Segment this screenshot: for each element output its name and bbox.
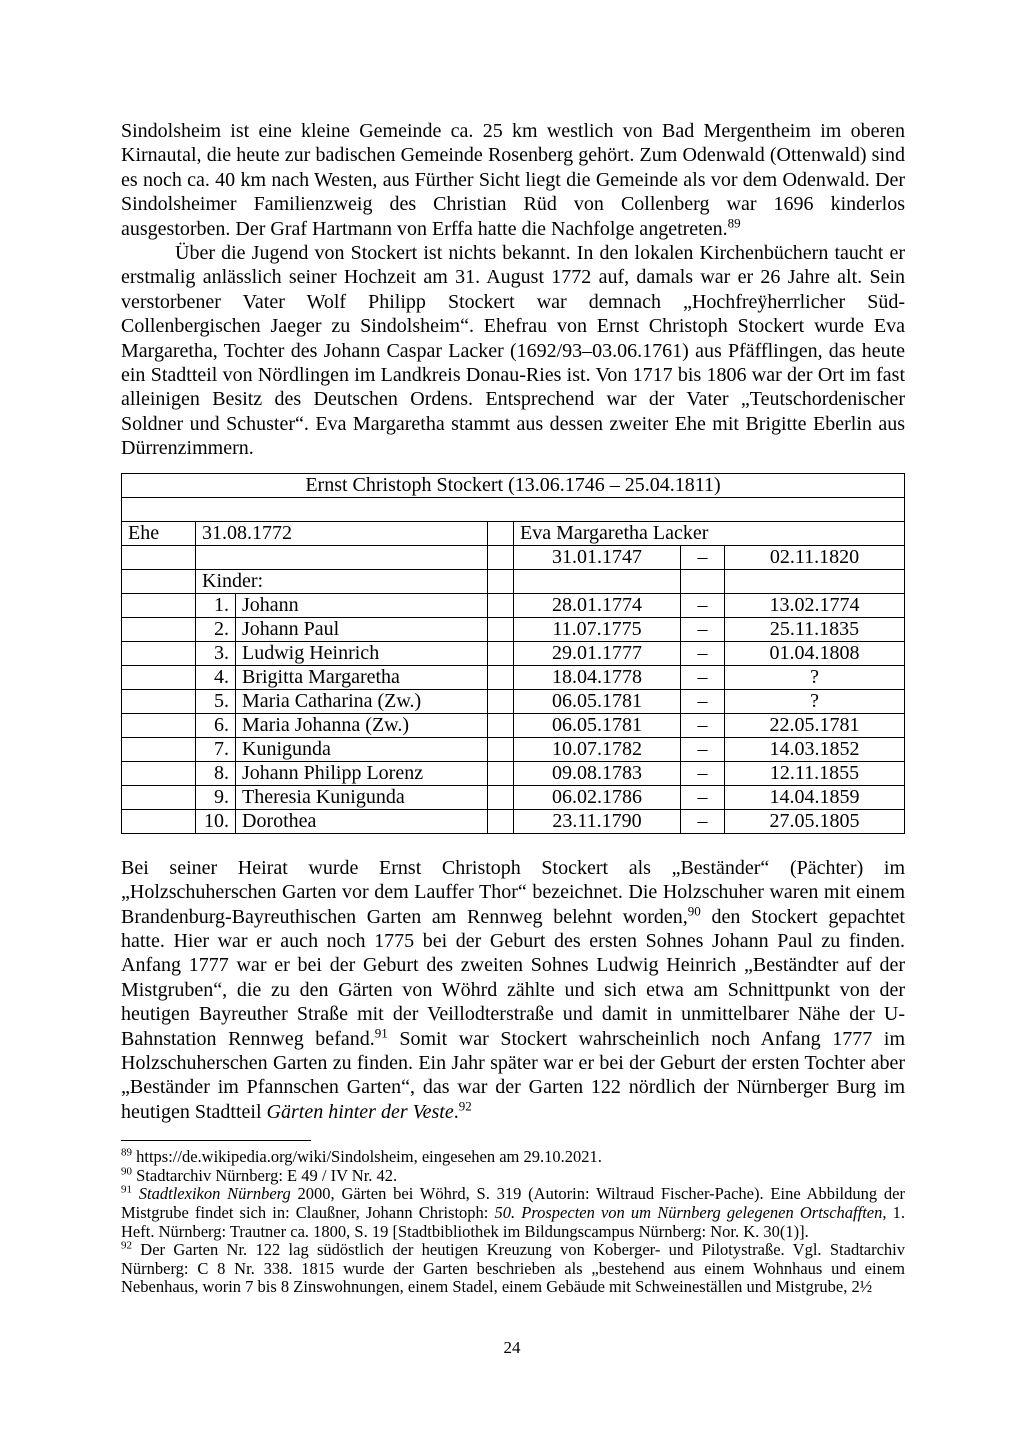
- child-row: [122, 737, 905, 761]
- child-number: 4.: [196, 665, 236, 689]
- empty-cell: [122, 641, 196, 665]
- date-dash: –: [681, 641, 725, 665]
- child-number: 7.: [196, 737, 236, 761]
- footnote-text: https://de.wikipedia.org/wiki/Sindolsheim, eingesehen am 29.10.2021.: [132, 1147, 602, 1167]
- paragraph-text: Bei seiner Heirat wurde Ernst Christoph Stockert als „Beständer“ (Pächter) im „Holzschuherschen Garten vor dem Lauffer Thor“ bezeichnet. Die Holzschuher waren mit einem Brandenburg-Bayreuthischen Garten am Rennweg belehnt worden,: [121, 856, 905, 928]
- empty-cell: [488, 593, 514, 617]
- child-number: 1.: [196, 593, 236, 617]
- footnote-ref-89: 89: [727, 214, 741, 230]
- child-number: 8.: [196, 761, 236, 785]
- child-number: 10.: [196, 809, 236, 833]
- empty-cell: [122, 761, 196, 785]
- footnote-ref-90: 90: [687, 902, 701, 918]
- child-death: 14.04.1859: [725, 785, 905, 809]
- empty-cell: [681, 569, 725, 593]
- empty-cell: [488, 713, 514, 737]
- page-number: 24: [503, 1338, 521, 1357]
- empty-cell: [196, 545, 488, 569]
- footnote-91: [121, 1185, 905, 1241]
- empty-cell: [122, 665, 196, 689]
- child-birth: 18.04.1778: [514, 665, 681, 689]
- child-birth: 06.05.1781: [514, 689, 681, 713]
- child-number: 9.: [196, 785, 236, 809]
- date-dash: –: [681, 785, 725, 809]
- table-spacer-row: [122, 497, 905, 521]
- paragraph-text: Sindolsheim ist eine kleine Gemeinde ca. 25 km westlich von Bad Mergentheim im oberen Kirnautal, die heute zur badischen Gemeinde Rosenberg gehört. Zum Odenwald (Ottenwald) sind es noch ca. 40 km nach Westen, aus Fürther Sicht liegt die Gemeinde als vor dem Odenwald. Der Sindolsheimer Familienzweig des Christian Rüd von Collenberg war 1696 kinderlos ausgestorben. Der Graf Hartmann von Erffa hatte die Nachfolge angetreten.: [121, 120, 905, 240]
- empty-cell: [725, 569, 905, 593]
- child-number: 2.: [196, 617, 236, 641]
- paragraph-3: [121, 856, 905, 1124]
- paragraph-2: [121, 241, 905, 461]
- empty-cell: [488, 545, 514, 569]
- empty-cell: [122, 689, 196, 713]
- date-dash: –: [681, 737, 725, 761]
- empty-cell: [122, 497, 905, 521]
- empty-cell: [488, 689, 514, 713]
- empty-cell: [514, 569, 681, 593]
- empty-cell: [488, 785, 514, 809]
- child-birth: 10.07.1782: [514, 737, 681, 761]
- empty-cell: [122, 809, 196, 833]
- spouse-name: Eva Margaretha Lacker: [514, 521, 905, 545]
- child-number: 5.: [196, 689, 236, 713]
- empty-cell: [122, 593, 196, 617]
- child-death: 27.05.1805: [725, 809, 905, 833]
- child-death: 12.11.1855: [725, 761, 905, 785]
- spouse-death: 02.11.1820: [725, 545, 905, 569]
- child-name: Johann Paul: [236, 617, 488, 641]
- italic-source-title: Stadtlexikon Nürnberg: [132, 1184, 291, 1204]
- children-label: Kinder:: [196, 569, 488, 593]
- child-row: [122, 617, 905, 641]
- child-name: Theresia Kunigunda: [236, 785, 488, 809]
- child-death: 25.11.1835: [725, 617, 905, 641]
- date-dash: –: [681, 617, 725, 641]
- child-row: [122, 689, 905, 713]
- empty-cell: [488, 641, 514, 665]
- genealogy-table: [121, 473, 905, 834]
- child-birth: 06.02.1786: [514, 785, 681, 809]
- child-name: Dorothea: [236, 809, 488, 833]
- child-death: 01.04.1808: [725, 641, 905, 665]
- date-dash: –: [681, 545, 725, 569]
- italic-title: Gärten hinter der Veste: [266, 1100, 454, 1123]
- footnote-90: [121, 1167, 905, 1186]
- paragraph-1: [121, 119, 905, 241]
- empty-cell: [488, 521, 514, 545]
- text-column: [121, 119, 905, 1297]
- footnote-number: 90: [121, 1165, 132, 1178]
- child-death: 13.02.1774: [725, 593, 905, 617]
- empty-cell: [122, 713, 196, 737]
- footnote-text: 2000, Gärten bei Wöhrd, S. 319 (Autorin: Wiltraud Fischer-Pache). Eine Abbildung der Mistgrube findet sich in: Claußner, Johann Christoph:: [121, 1184, 905, 1222]
- empty-cell: [488, 569, 514, 593]
- marriage-date: 31.08.1772: [196, 521, 488, 545]
- empty-cell: [488, 809, 514, 833]
- child-row: [122, 665, 905, 689]
- empty-cell: [488, 737, 514, 761]
- empty-cell: [488, 761, 514, 785]
- date-dash: –: [681, 761, 725, 785]
- marriage-row: [122, 521, 905, 545]
- empty-cell: [122, 569, 196, 593]
- spouse-birth: 31.01.1747: [514, 545, 681, 569]
- child-death: 14.03.1852: [725, 737, 905, 761]
- date-dash: –: [681, 665, 725, 689]
- footnote-text: Stadtarchiv Nürnberg: E 49 / IV Nr. 42.: [132, 1165, 398, 1185]
- child-name: Johann: [236, 593, 488, 617]
- table-title-row: [122, 473, 905, 497]
- child-row: [122, 713, 905, 737]
- date-dash: –: [681, 593, 725, 617]
- child-name: Maria Johanna (Zw.): [236, 713, 488, 737]
- child-number: 6.: [196, 713, 236, 737]
- child-row: [122, 761, 905, 785]
- spouse-dates-row: [122, 545, 905, 569]
- empty-cell: [122, 617, 196, 641]
- empty-cell: [488, 617, 514, 641]
- child-name: Ludwig Heinrich: [236, 641, 488, 665]
- empty-cell: [122, 737, 196, 761]
- child-name: Kunigunda: [236, 737, 488, 761]
- footnote-number: 91: [121, 1183, 132, 1196]
- footnote-number: 92: [121, 1239, 132, 1252]
- child-row: [122, 785, 905, 809]
- child-row: [122, 641, 905, 665]
- child-death: ?: [725, 689, 905, 713]
- children-header-row: [122, 569, 905, 593]
- empty-cell: [122, 545, 196, 569]
- marriage-label: Ehe: [122, 521, 196, 545]
- child-birth: 09.08.1783: [514, 761, 681, 785]
- child-birth: 11.07.1775: [514, 617, 681, 641]
- child-number: 3.: [196, 641, 236, 665]
- italic-source-title: 50. Prospecten von um Nürnberg gelegenen Ortschafften: [494, 1202, 883, 1222]
- empty-cell: [122, 785, 196, 809]
- paragraph-text: Über die Jugend von Stockert ist nichts bekannt. In den lokalen Kirchenbüchern taucht er erstmalig anlässlich seiner Hochzeit am 31. August 1772 auf, damals war er 26 Jahre alt. Sein verstorbener Vater Wolf Philipp Stockert war demnach „Hochfreÿherrlicher Süd-Collenbergischen Jaeger zu Sindolsheim“. Ehefrau von Ernst Christoph Stockert wurde Eva Margaretha, Tochter des Johann Caspar Lacker (1692/93–03.06.1761) aus Pfäfflingen, das heute ein Stadtteil von Nördlingen im Landkreis Donau-Ries ist. Von 1717 bis 1806 war der Ort im fast alleinigen Besitz des Deutschen Ordens. Entsprechend war der Vater „Teutschordenischer Soldner und Schuster“. Eva Margaretha stammt aus dessen zweiter Ehe mit Brigitte Eberlin aus Dürrenzimmern.: [121, 242, 905, 460]
- footnote-text: , 1. Heft. Nürnberg: Trautner ca. 1800, S. 19 [Stadtbibliothek im Bildungscampus Nürnberg: Nor. K. 30(1)].: [121, 1202, 905, 1241]
- child-birth: 06.05.1781: [514, 713, 681, 737]
- child-name: Johann Philipp Lorenz: [236, 761, 488, 785]
- paragraph-text: .: [453, 1100, 459, 1123]
- child-row: [122, 593, 905, 617]
- empty-cell: [488, 665, 514, 689]
- footnote-number: 89: [121, 1146, 132, 1159]
- date-dash: –: [681, 809, 725, 833]
- child-birth: 28.01.1774: [514, 593, 681, 617]
- paragraph-text: den Stockert gepachtet hatte. Hier war er auch noch 1775 bei der Geburt des ersten Sohnes Johann Paul zu finden. Anfang 1777 war er bei der Geburt des zweiten Sohnes Ludwig Heinrich „Beständter auf der Mistgruben“, die zu den Gärten von Wöhrd zählte und sich etwa am Schnittpunkt von der heutigen Bayreuther Straße mit der Veillodterstraße und damit in unmittelbarer Nähe der U-Bahnstation Rennweg befand.: [121, 905, 905, 1050]
- table-title: Ernst Christoph Stockert (13.06.1746 – 25.04.1811): [122, 473, 905, 497]
- paragraph-text: Somit war Stockert wahrscheinlich noch Anfang 1777 im Holzschuherschen Garten zu finden. Ein Jahr später war er bei der Geburt der ersten Tochter aber „Beständer im Pfannschen Garten“, das war der Garten 122 nördlich der Nürnberger Burg im heutigen Stadtteil: [121, 1027, 906, 1123]
- footnote-separator: [121, 1140, 311, 1141]
- footnote-text: Der Garten Nr. 122 lag südöstlich der heutigen Kreuzung von Koberger- und Pilotystraße. Vgl. Stadtarchiv Nürnberg: C 8 Nr. 338. 1815 wurde der Garten beschrieben als „bestehend aus einem Wohnhaus und einem Nebenhaus, worin 7 bis 8 Zinswohnungen, einem Stadel, einem Gebäude mit Schweineställen und Mistgrube, 2½: [121, 1240, 905, 1297]
- child-death: 22.05.1781: [725, 713, 905, 737]
- footnote-92: [121, 1241, 905, 1297]
- child-row: [122, 809, 905, 833]
- child-birth: 23.11.1790: [514, 809, 681, 833]
- date-dash: –: [681, 713, 725, 737]
- footnote-ref-91: 91: [374, 1024, 388, 1040]
- child-name: Brigitta Margaretha: [236, 665, 488, 689]
- footnote-ref-92: 92: [458, 1098, 472, 1114]
- child-death: ?: [725, 665, 905, 689]
- date-dash: –: [681, 689, 725, 713]
- footnotes-section: [121, 1148, 905, 1297]
- child-birth: 29.01.1777: [514, 641, 681, 665]
- footnote-89: [121, 1148, 905, 1167]
- child-name: Maria Catharina (Zw.): [236, 689, 488, 713]
